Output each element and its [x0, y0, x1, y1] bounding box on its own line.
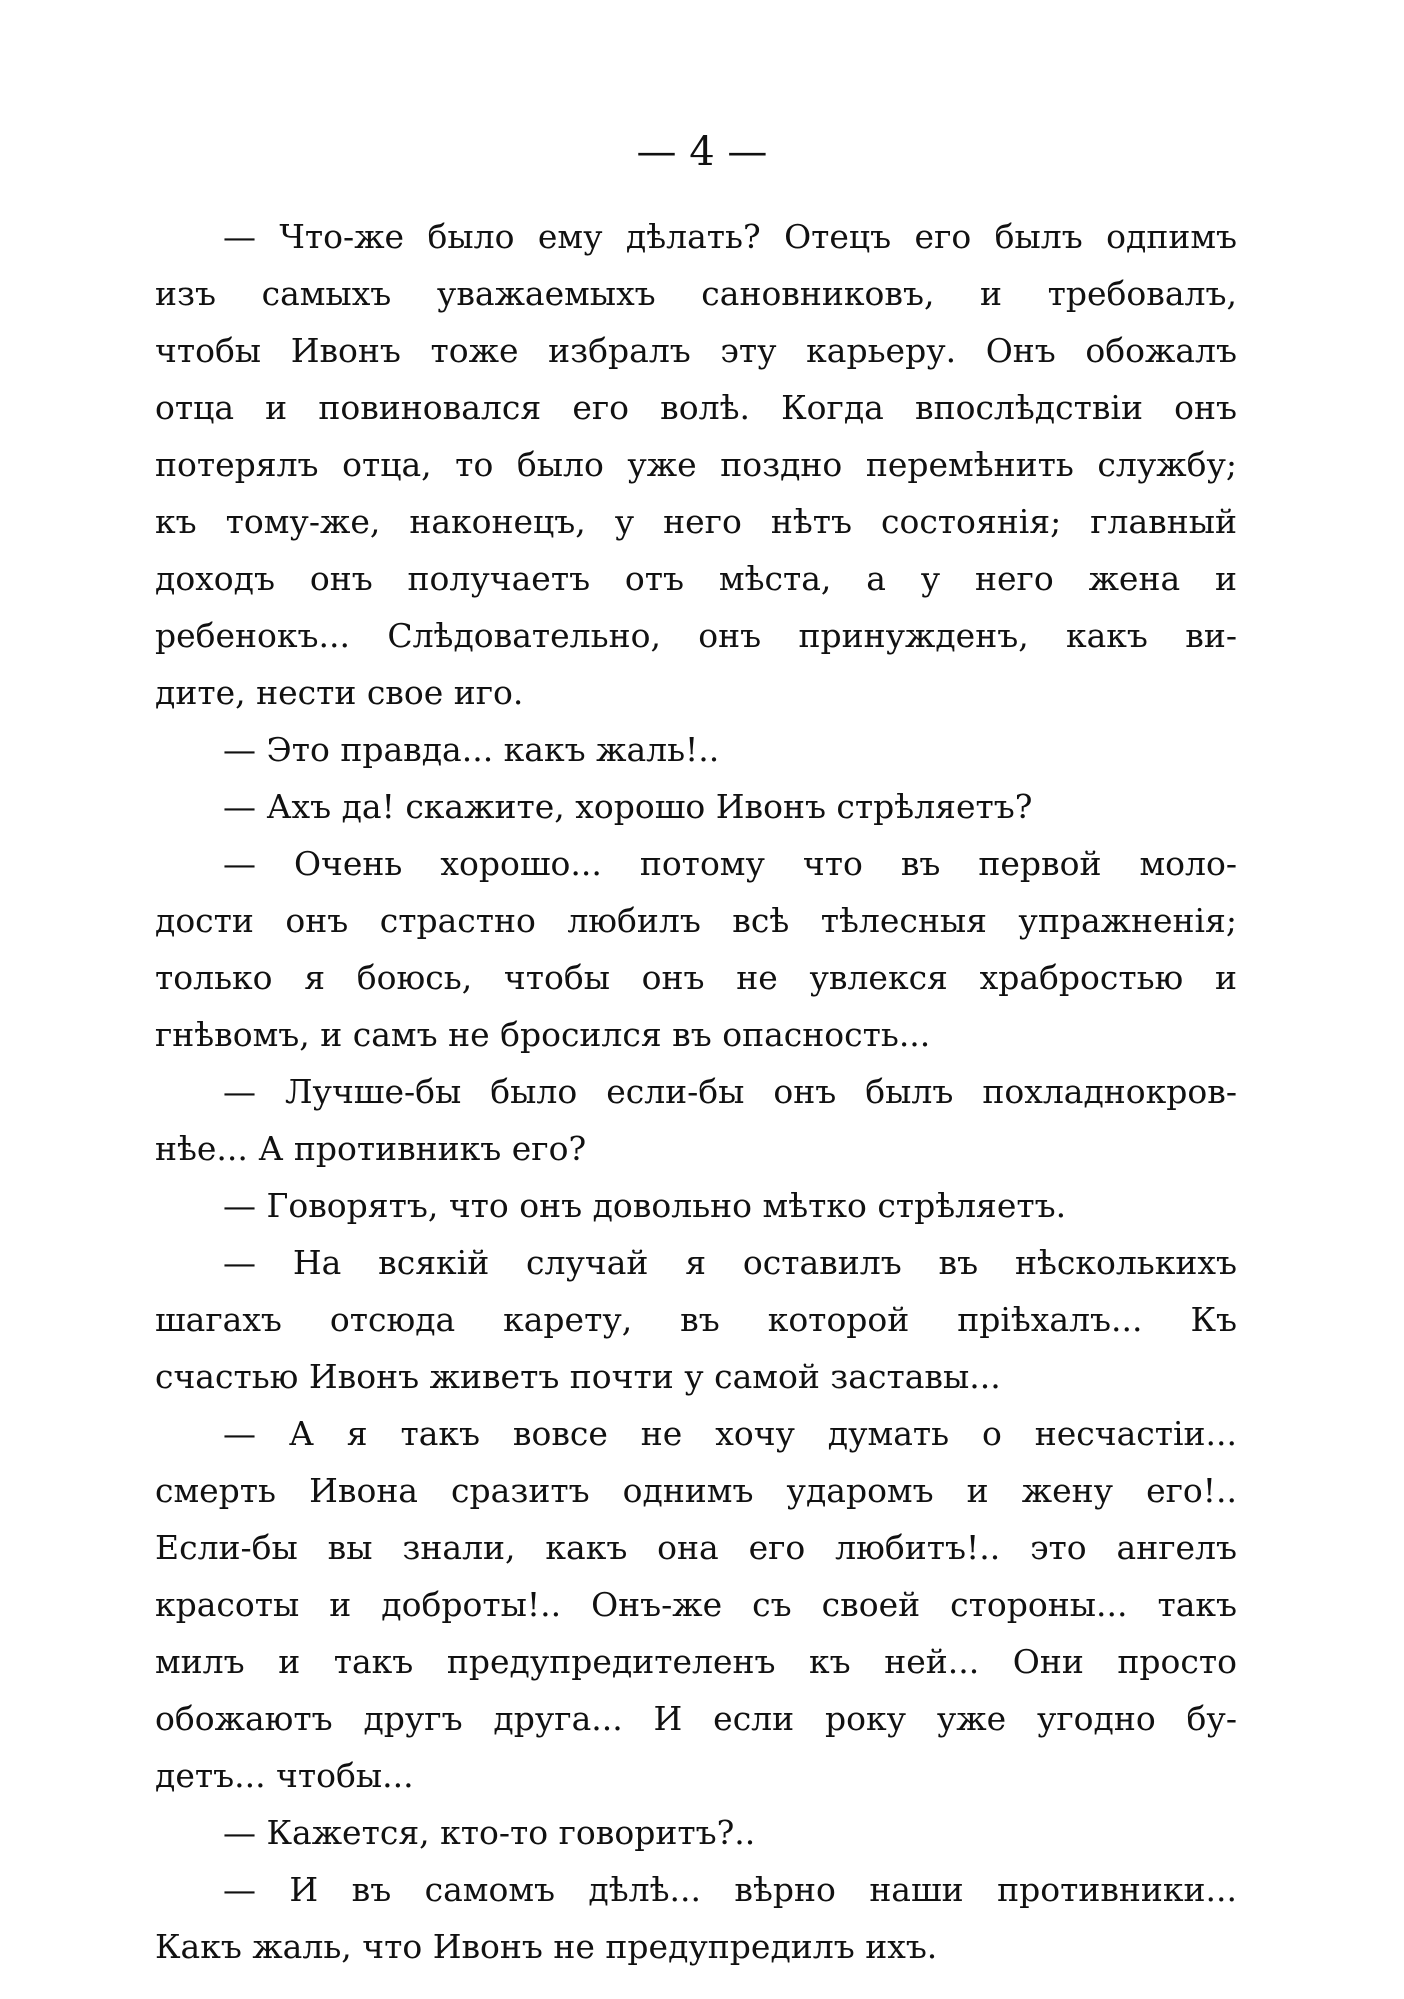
text-line: — Говорятъ, что онъ довольно мѣтко стрѣляетъ. — [223, 1186, 1067, 1225]
text-line: изъ самыхъ уважаемыхъ сановниковъ, и требовалъ, — [155, 274, 1237, 313]
text-line: потерялъ отца, то было уже поздно перемѣнить службу; — [155, 445, 1237, 484]
text-line: только я боюсь, чтобы онъ не увлекся храбростью и — [155, 958, 1237, 997]
text-line: шагахъ отсюда карету, въ которой пріѣхалъ... Къ — [155, 1300, 1237, 1339]
text-line: — Что-же было ему дѣлать? Отецъ его былъ одпимъ — [223, 217, 1237, 256]
text-line: — На всякій случай я оставилъ въ нѣсколькихъ — [223, 1243, 1237, 1282]
text-line: къ тому-же, наконецъ, у него нѣтъ состоянія; главный — [155, 502, 1237, 541]
text-line: нѣе... А противникъ его? — [155, 1129, 587, 1168]
text-line: — И въ самомъ дѣлѣ... вѣрно наши противники... — [223, 1870, 1237, 1909]
page-number: — 4 — — [636, 129, 768, 175]
text-line: ребенокъ... Слѣдовательно, онъ принужденъ, какъ ви- — [155, 616, 1237, 655]
text-line: обожаютъ другъ друга... И если року уже угодно бу- — [155, 1699, 1237, 1738]
text-line: детъ... чтобы... — [155, 1756, 414, 1795]
text-line: дите, нести свое иго. — [155, 673, 524, 712]
page-text — [155, 208, 1237, 1975]
text-line: — Ахъ да! скажите, хорошо Ивонъ стрѣляетъ? — [223, 787, 1033, 826]
text-line: милъ и такъ предупредителенъ къ ней... Они просто — [155, 1642, 1237, 1681]
text-line: отца и повиновался его волѣ. Когда впослѣдствіи онъ — [155, 388, 1237, 427]
text-line: дости онъ страстно любилъ всѣ тѣлесныя упражненія; — [155, 901, 1237, 940]
text-line: Какъ жаль, что Ивонъ не предупредилъ ихъ. — [155, 1927, 938, 1966]
text-line: — А я такъ вовсе не хочу думать о несчастіи... — [223, 1414, 1237, 1453]
text-line: — Это правда... какъ жаль!.. — [223, 730, 720, 769]
text-line: доходъ онъ получаетъ отъ мѣста, а у него жена и — [155, 559, 1237, 598]
text-line: — Очень хорошо... потому что въ первой моло- — [223, 844, 1237, 883]
text-line: чтобы Ивонъ тоже избралъ эту карьеру. Онъ обожалъ — [155, 331, 1237, 370]
text-line: счастью Ивонъ живетъ почти у самой заставы... — [155, 1357, 1001, 1396]
text-line: — Лучше-бы было если-бы онъ былъ похладнокров- — [223, 1072, 1237, 1111]
text-line: Если-бы вы знали, какъ она его любитъ!.. это ангелъ — [155, 1528, 1237, 1567]
text-line: гнѣвомъ, и самъ не бросился въ опасность... — [155, 1015, 931, 1054]
text-line: смерть Ивона сразитъ однимъ ударомъ и жену его!.. — [155, 1471, 1237, 1510]
text-line: красоты и доброты!.. Онъ-же съ своей стороны... такъ — [155, 1585, 1237, 1624]
text-line: — Кажется, кто-то говоритъ?.. — [223, 1813, 756, 1852]
